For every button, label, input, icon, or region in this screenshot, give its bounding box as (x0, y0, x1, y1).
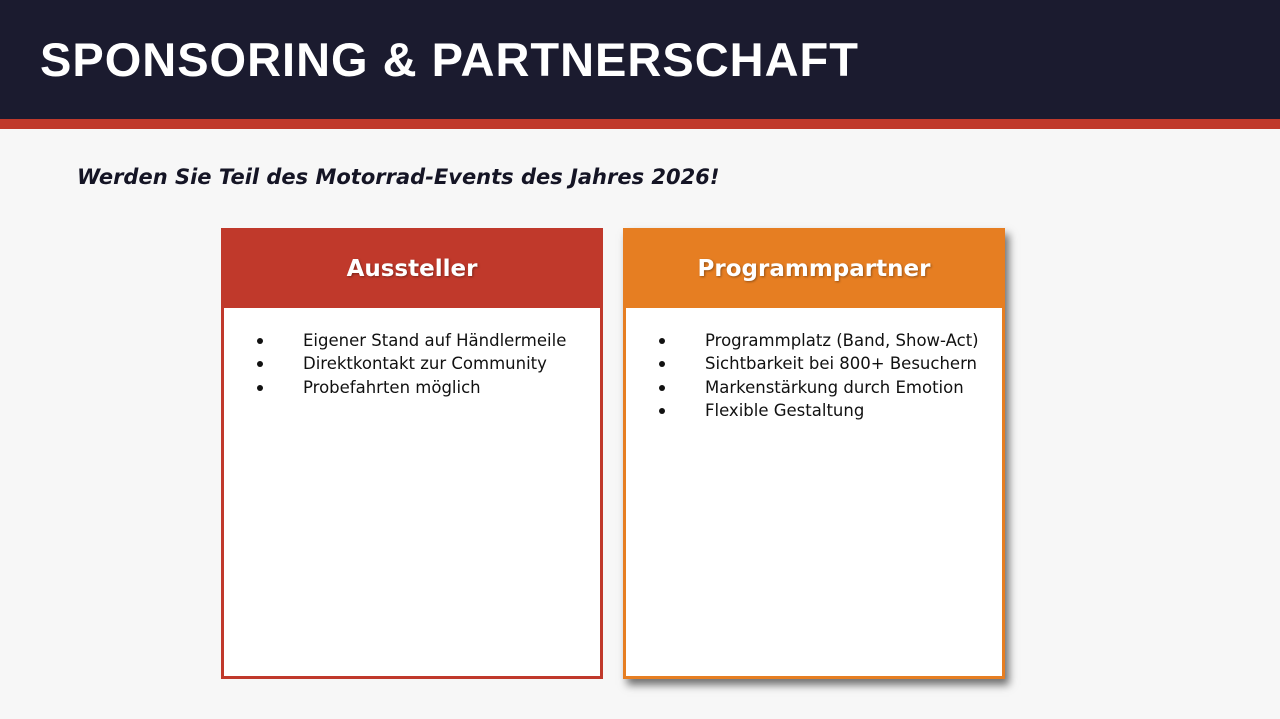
header-accent-stripe (0, 119, 1280, 129)
bullet-icon (659, 385, 665, 391)
list-item (626, 399, 1002, 422)
list-item-text: Eigener Stand auf Händlermeile (303, 331, 567, 350)
list-item (224, 329, 600, 352)
list-item-text: Flexible Gestaltung (705, 400, 865, 420)
card-list-aussteller (224, 308, 600, 399)
list-item-text: Programmplatz (Band, Show-Act) (705, 331, 979, 350)
page-title: SPONSORING & PARTNERSCHAFT (40, 33, 859, 86)
list-item-text: Direktkontakt zur Community (303, 354, 547, 374)
bullet-icon (659, 408, 665, 414)
list-item (224, 352, 600, 375)
card-title-aussteller: Aussteller (346, 255, 478, 282)
list-item-text: Markenstärkung durch Emotion (705, 377, 964, 397)
header-bar (0, 0, 1280, 119)
list-item (224, 376, 600, 399)
bullet-icon (257, 361, 263, 367)
list-item (626, 376, 1002, 399)
card-list-programmpartner (626, 308, 1002, 422)
list-item (626, 329, 1002, 352)
bullet-icon (659, 338, 665, 344)
card-header-programmpartner (626, 231, 1002, 308)
card-programmpartner (623, 228, 1005, 679)
slide-subtitle: Werden Sie Teil des Motorrad-Events des Jahres 2026! (77, 165, 720, 189)
bullet-icon (257, 338, 263, 344)
card-header-aussteller (224, 231, 600, 308)
list-item (626, 352, 1002, 375)
card-title-programmpartner: Programmpartner (697, 255, 931, 282)
list-item-text: Probefahrten möglich (303, 377, 481, 397)
bullet-icon (257, 385, 263, 391)
list-item-text: Sichtbarkeit bei 800+ Besuchern (705, 354, 978, 374)
bullet-icon (659, 361, 665, 367)
card-aussteller (221, 228, 603, 679)
